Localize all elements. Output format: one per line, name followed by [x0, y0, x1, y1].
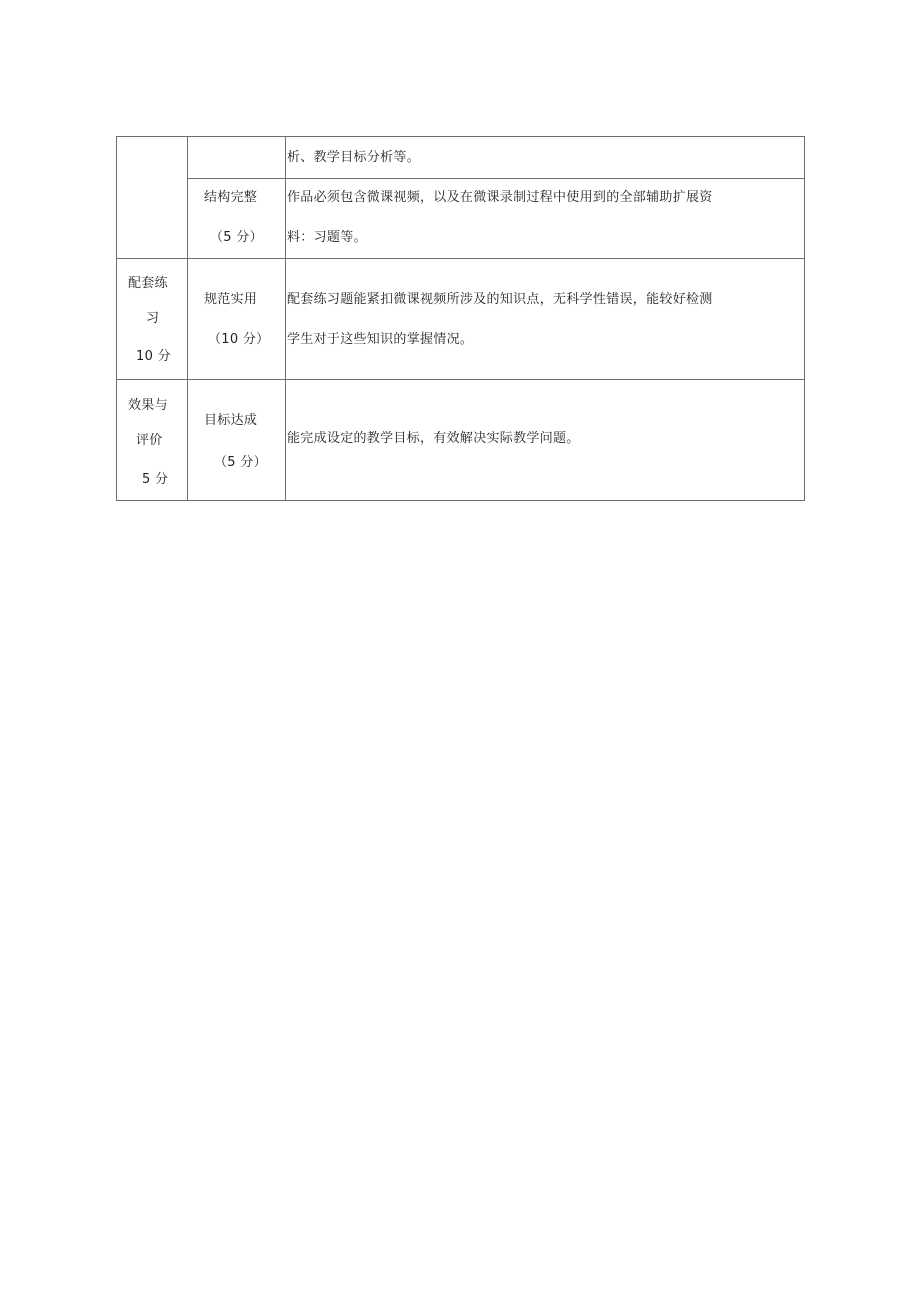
table-border-bottom: [116, 500, 805, 501]
criterion-label: 规范实用: [204, 292, 258, 307]
category-label: 配套练: [128, 276, 168, 291]
table-border-left: [116, 136, 117, 501]
category-label: 评价: [136, 433, 163, 448]
criterion-score: （10 分）: [208, 332, 270, 347]
criterion-label: 目标达成: [204, 413, 258, 428]
row-divider: [116, 258, 805, 259]
table-border-right: [804, 136, 805, 501]
table-border-top: [116, 136, 805, 137]
description-line: 作品必须包含微课视频，以及在微课录制过程中使用到的全部辅助扩展资: [287, 190, 713, 205]
criterion-label: 结构完整: [204, 190, 258, 205]
row-divider: [187, 178, 805, 179]
row-divider: [116, 379, 805, 380]
criterion-score: （5 分）: [210, 230, 263, 245]
description-line: 析、教学目标分析等。: [287, 150, 421, 165]
column-divider: [285, 136, 286, 501]
description-line: 料：习题等。: [287, 230, 367, 245]
category-score: 10 分: [136, 349, 171, 364]
criterion-score: （5 分）: [214, 455, 267, 470]
category-label: 效果与: [128, 398, 168, 413]
description-line: 配套练习题能紧扣微课视频所涉及的知识点，无科学性错误，能较好检测: [287, 292, 713, 307]
description-line: 学生对于这些知识的掌握情况。: [287, 332, 474, 347]
column-divider: [187, 136, 188, 501]
category-score: 5 分: [142, 472, 169, 487]
description-line: 能完成设定的教学目标，有效解决实际教学问题。: [287, 431, 580, 446]
category-label: 习: [146, 311, 160, 326]
